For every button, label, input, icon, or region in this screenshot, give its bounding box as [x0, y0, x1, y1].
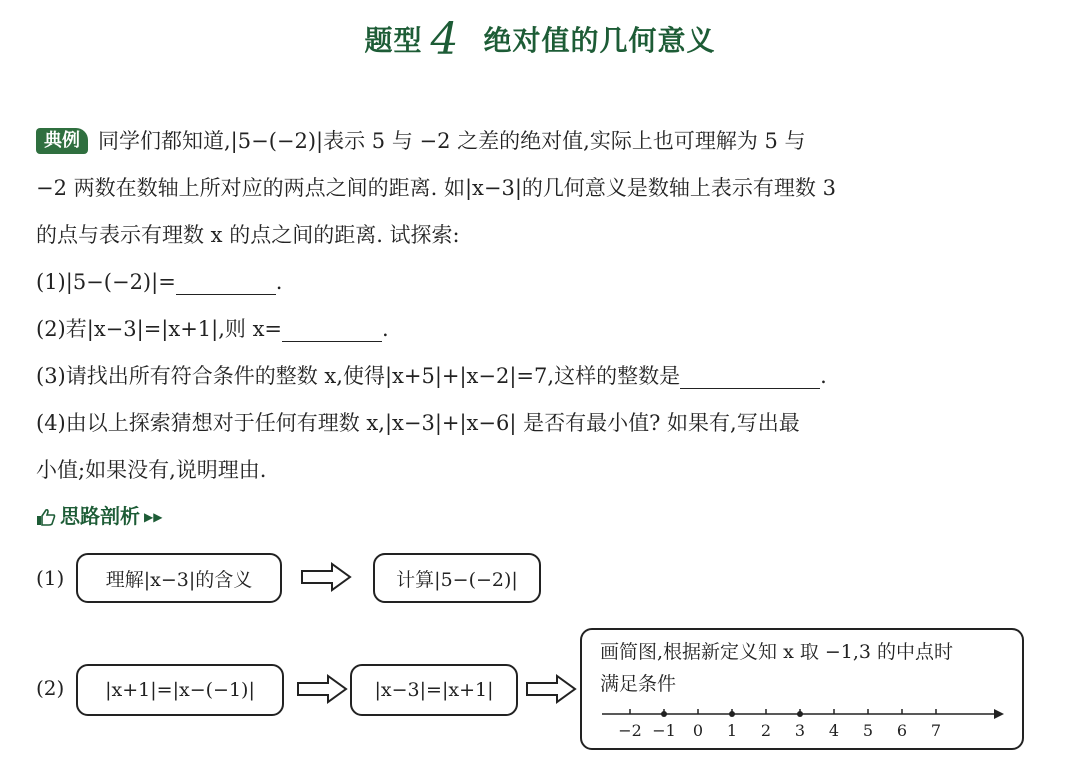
- number-line-tick-label: −1: [652, 721, 676, 740]
- question-2-text: (2)若|x−3|=|x+1|,则 x=: [36, 317, 283, 341]
- question-4-line-2: 小值;如果没有,说明理由.: [36, 458, 267, 482]
- step-1-box-1: 理解|x−3|的含义: [76, 553, 282, 603]
- arrow-right-icon: [300, 562, 352, 592]
- example-line-2: −2 两数在数轴上所对应的两点之间的距离. 如|x−3|的几何意义是数轴上表示有理数 3: [36, 176, 836, 200]
- title-prefix: 题型: [364, 24, 423, 57]
- step-2-box-2: |x−3|=|x+1|: [350, 664, 518, 716]
- number-line-tick-label: −2: [618, 721, 642, 740]
- step-2-box-1: |x+1|=|x−(−1)|: [76, 664, 284, 716]
- step-1-label: (1): [36, 566, 65, 590]
- arrow-right-icon: [296, 674, 348, 704]
- number-line-tick-label: 2: [760, 721, 772, 740]
- arrow-right-icon: [525, 674, 577, 704]
- double-arrow-icon: ▶▶: [144, 510, 163, 524]
- number-line-point: [729, 711, 735, 717]
- answer-blank-1[interactable]: [176, 264, 276, 295]
- example-badge: 典例: [36, 128, 88, 154]
- answer-blank-3[interactable]: [680, 358, 820, 389]
- step-2-label: (2): [36, 676, 65, 700]
- example-line-1: [36, 118, 1056, 165]
- question-3-text: (3)请找出所有符合条件的整数 x,使得|x+5|+|x−2|=7,这样的整数是: [36, 364, 681, 388]
- question-3: (3)请找出所有符合条件的整数 x,使得|x+5|+|x−2|=7,这样的整数是 .: [36, 353, 1056, 400]
- number-line-tick-label: 7: [930, 721, 942, 740]
- step-2-box-3-text: 画简图,根据新定义知 x 取 −1,3 的中点时 满足条件: [600, 641, 954, 695]
- title-number: 4: [430, 14, 460, 65]
- question-2: (2)若|x−3|=|x+1|,则 x= .: [36, 306, 1056, 353]
- number-line-tick-label: 0: [692, 721, 704, 740]
- problem-body: [36, 118, 1056, 494]
- analysis-heading: [36, 500, 162, 529]
- analysis-label: 思路剖析: [60, 504, 140, 528]
- number-line-tick-label: 1: [726, 721, 738, 740]
- question-4-line-1: (4)由以上探索猜想对于任何有理数 x,|x−3|+|x−6| 是否有最小值? 如果有,写出最: [36, 411, 800, 435]
- step-2-box-3: [580, 628, 1024, 750]
- number-line-point: [797, 711, 803, 717]
- number-line-arrowhead: [994, 709, 1004, 719]
- number-line-tick-label: 4: [828, 721, 840, 740]
- number-line-tick-label: 3: [794, 721, 806, 740]
- question-1-text: (1)|5−(−2)|=: [36, 270, 176, 294]
- number-line-point: [661, 711, 667, 717]
- example-line-3: 的点与表示有理数 x 的点之间的距离. 试探索:: [36, 223, 460, 247]
- number-line-tick-label: 5: [862, 721, 874, 740]
- title-text: 绝对值的几何意义: [483, 24, 716, 57]
- step-1-box-2: 计算|5−(−2)|: [373, 553, 541, 603]
- number-line: [582, 630, 1022, 748]
- example-text-1: 同学们都知道,|5−(−2)|表示 5 与 −2 之差的绝对值,实际上也可理解为 5 与: [98, 129, 806, 153]
- section-title: [0, 14, 1080, 65]
- number-line-tick-label: 6: [896, 721, 908, 740]
- answer-blank-2[interactable]: [282, 311, 382, 342]
- question-1: (1)|5−(−2)|= .: [36, 259, 1056, 306]
- thumbs-up-icon: [36, 508, 56, 526]
